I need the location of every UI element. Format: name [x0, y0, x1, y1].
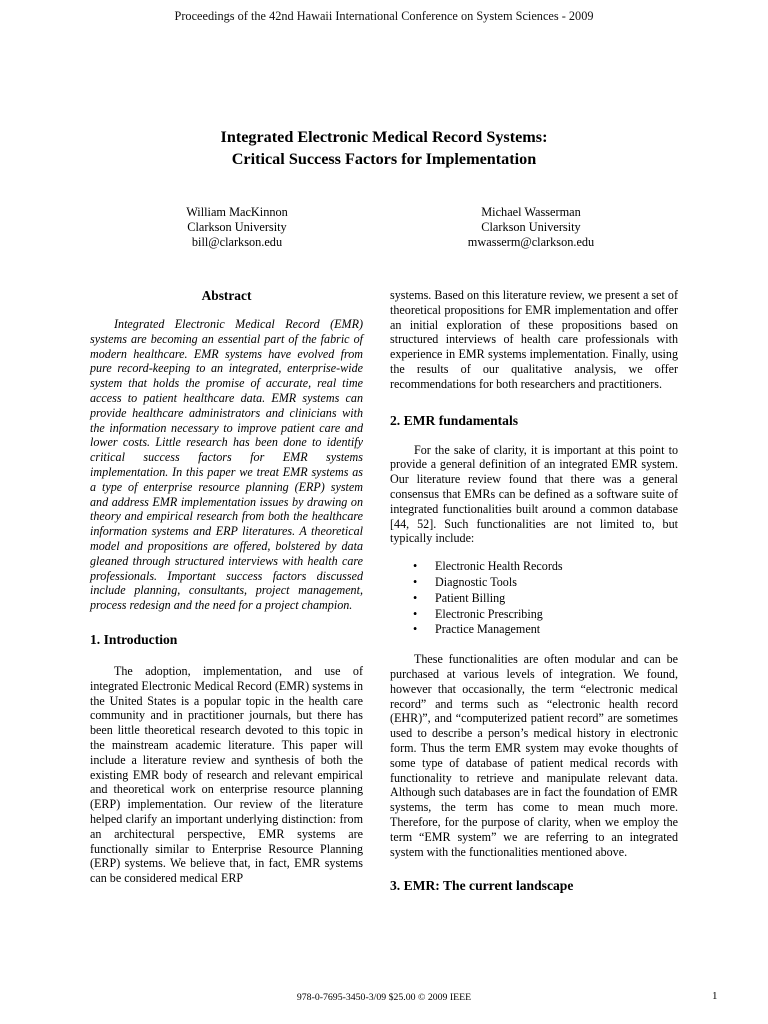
- list-item: • Diagnostic Tools: [435, 575, 678, 591]
- author-block-1: [117, 205, 357, 250]
- introduction-text: The adoption, implementation, and use of integrated Electronic Medical Record (EMR) systems in the United States is a popular topic in the health care community and in practitioner journals, but there has been little theoretical research devoted to this topic in the mainstream academic literature. This paper will include a literature review and synthesis of both the existing EMR body of research and relevant empirical and theoretical work on enterprise resource planning (ERP) implementation. Our review of the literature helped clarify an important underlying distinction: from an architectural perspective, EMR systems are functionally similar to Enterprise Resource Planning (ERP) systems. We believe that, in fact, EMR systems can be considered medical ERP: [90, 663, 363, 886]
- title-line-1: Integrated Electronic Medical Record Systems:: [220, 128, 548, 146]
- fundamentals-paragraph-1: For the sake of clarity, it is important at this point to provide a general definition of an integrated EMR system. Our literature review found that there was a general consensus that EMRs can be defined as a software suite of integrated functionalities built around a common database [44, 52]. Such functionalities are not limited to, but typically include:: [390, 442, 678, 546]
- fundamentals-paragraph-2: These functionalities are often modular and can be purchased at various levels of integration. We found, however that occasionally, the term “electronic medical record” and terms such as “electronic health record (EHR)”, and “computerized patient record” are sometimes used to describe a person’s medical history in electronic form. Thus the term EMR system may evoke thoughts of some type of database of patient medical records with functionality to retrieve and manipulate relevant data. Although such databases are in fact the foundation of EMR systems, the term has come to mean much more. Therefore, for the purpose of clarity, when we employ the term “EMR system” we are referring to an integrated system with the functionalities mentioned above.: [390, 652, 678, 859]
- list-item: • Practice Management: [435, 622, 678, 638]
- list-item: • Electronic Health Records: [435, 559, 678, 575]
- author-affiliation: Clarkson University: [481, 220, 581, 234]
- author-name: Michael Wasserman: [481, 205, 581, 219]
- section-heading-landscape: 3. EMR: The current landscape: [390, 878, 574, 894]
- running-header: Proceedings of the 42nd Hawaii International Conference on System Sciences - 2009: [174, 9, 594, 23]
- author-email: bill@clarkson.edu: [191, 235, 283, 249]
- introduction-continuation: systems. Based on this literature review, we present a set of theoretical propositions for EMR implementation and offer an initial exploration of these propositions based on structured interviews of health care professionals with experience in EMR systems implementation. Finally, using the results of our qualitative analysis, we offer recommendations for both researchers and practitioners.: [390, 288, 678, 391]
- author-name: William MacKinnon: [186, 205, 288, 219]
- functionality-list: [390, 559, 678, 638]
- author-affiliation: Clarkson University: [187, 220, 287, 234]
- paper-title: [0, 126, 768, 170]
- abstract-text: Integrated Electronic Medical Record (EMR) systems are becoming an essential part of the fabric of modern healthcare. EMR systems have evolved from pure record-keeping to an integrated, enterprise-wide system that holds the promise of accurate, real time access to patient healthcare data. EMR systems can provide healthcare administrators and clinicians with the information necessary to improve patient care and lower costs. Little research has been done to identify critical success factors for EMR systems implementation. In this paper we treat EMR systems as a type of enterprise resource planning (ERP) system and address EMR implementation issues by drawing on theory and empirical research from both the healthcare information systems and ERP literatures. A theoretical model and propositions are offered, bolstered by data gleaned through structured interviews with health care professionals. Important success factors discussed include planning, consultants, project management, process redesign and the need for a project champion.: [90, 317, 363, 613]
- right-column: [390, 288, 678, 894]
- left-column: [90, 288, 363, 886]
- author-email: mwasserm@clarkson.edu: [467, 235, 595, 249]
- list-item: • Patient Billing: [435, 591, 678, 607]
- section-heading-fundamentals: 2. EMR fundamentals: [390, 412, 519, 428]
- footer-isbn: 978-0-7695-3450-3/09 $25.00 © 2009 IEEE: [296, 992, 472, 1003]
- title-line-2: Critical Success Factors for Implementation: [231, 150, 537, 168]
- section-heading-introduction: 1. Introduction: [90, 631, 178, 647]
- page-number: 1: [712, 990, 718, 1002]
- author-block-2: [411, 205, 651, 250]
- abstract-heading: Abstract: [201, 288, 252, 303]
- list-item: • Electronic Prescribing: [435, 607, 678, 623]
